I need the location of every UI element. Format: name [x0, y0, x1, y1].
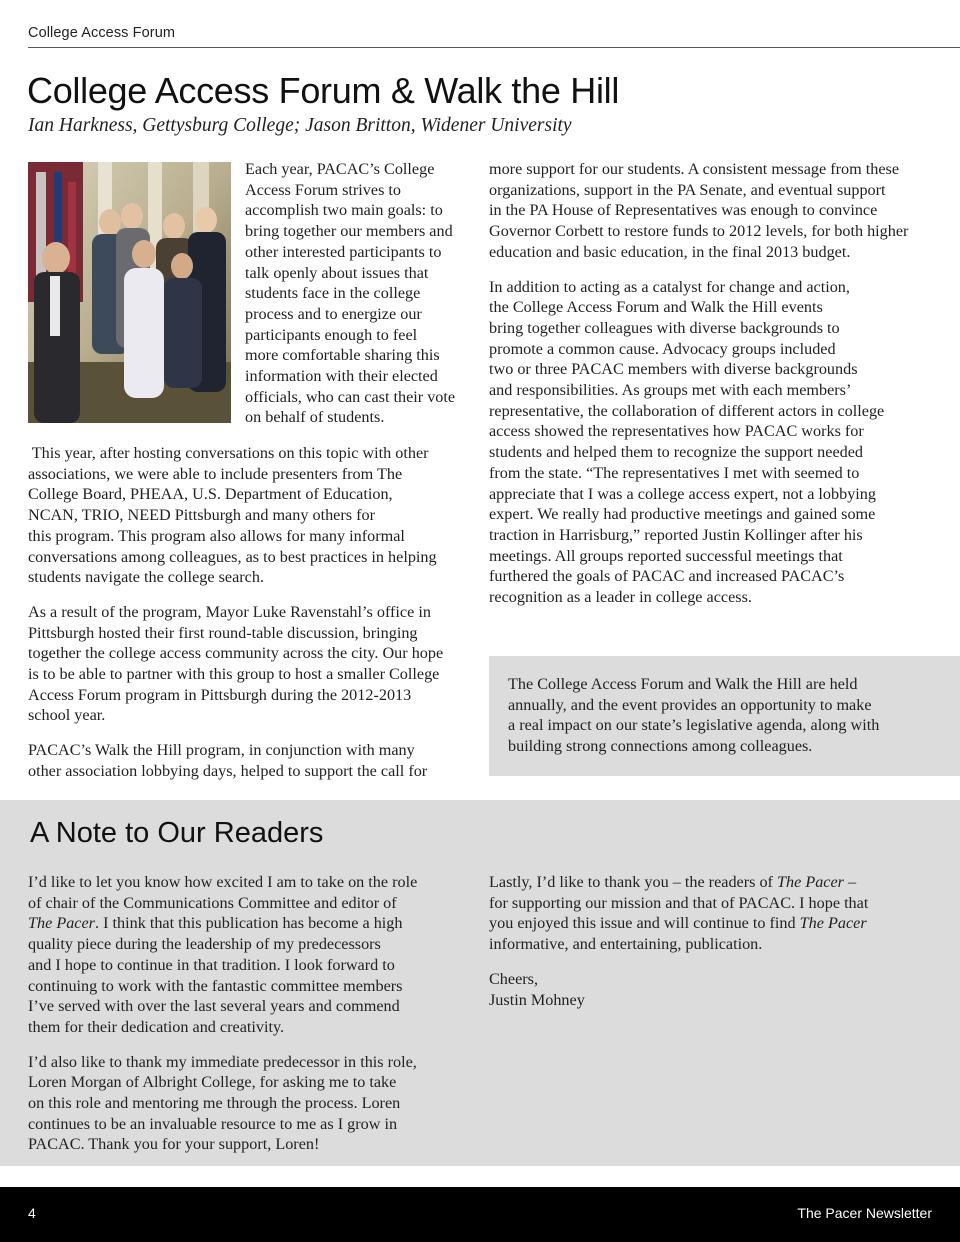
text-line: two or three PACAC members with diverse backgrounds [489, 360, 858, 379]
intro-line: more comfortable sharing this [245, 346, 440, 365]
readers-note-title: A Note to Our Readers [30, 817, 324, 849]
intro-line: students face in the college [245, 284, 421, 303]
text-line: As a result of the program, Mayor Luke Ravenstahl’s office in [28, 602, 431, 621]
text-line: associations, we were able to include presenters from The [28, 464, 403, 483]
text-line: In addition to acting as a catalyst for change and action, [489, 277, 850, 296]
text-line: and responsibilities. As groups met with each members’ [489, 381, 852, 400]
readers-left-column [28, 872, 417, 1169]
text-line: Governor Corbett to restore funds to 2012 levels, for both higher [489, 222, 909, 241]
paragraph [489, 159, 908, 263]
paragraph [28, 872, 417, 1038]
text-line: recognition as a leader in college access. [489, 588, 752, 607]
text-line: PACAC’s Walk the Hill program, in conjunction with many [28, 741, 415, 760]
header-label: College Access Forum [28, 25, 176, 41]
text-line: conversations among colleagues, as to best practices in helping [28, 547, 437, 566]
text-line: them for their dedication and creativity. [28, 1017, 285, 1036]
text-line: students and helped them to recognize the support needed [489, 443, 863, 462]
text-line: representative, the collaboration of different actors in college [489, 401, 885, 420]
paragraph [28, 1052, 417, 1156]
page-footer [0, 1187, 960, 1242]
right-column-text [489, 159, 908, 622]
paragraph [489, 872, 868, 955]
paragraph [489, 277, 908, 608]
text-line: for supporting our mission and that of PACAC. I hope that [489, 893, 869, 912]
closing-block [489, 969, 868, 1010]
text-line: furthered the goals of PACAC and increased PACAC’s [489, 567, 845, 586]
article-byline: Ian Harkness, Gettysburg College; Jason Britton, Widener University [28, 115, 572, 136]
publication-name: The Pacer [28, 914, 95, 933]
text-line: in the PA House of Representatives was enough to convince [489, 201, 878, 220]
intro-line: information with their elected [245, 367, 438, 386]
text-line: This year, after hosting conversations on this topic with other [28, 444, 429, 462]
newsletter-name: The Pacer Newsletter [797, 1205, 932, 1221]
text-line: more support for our students. A consistent message from these [489, 160, 900, 178]
paragraph [28, 740, 443, 781]
text-line: I’d also like to thank my immediate predecessor in this role, [28, 1052, 417, 1071]
article-title: College Access Forum & Walk the Hill [27, 70, 620, 111]
intro-line: Access Forum strives to [245, 180, 402, 199]
publication-name: The Pacer [799, 914, 867, 933]
text-line: promote a common cause. Advocacy groups included [489, 339, 836, 358]
text-line: on this role and mentoring me through the process. Loren [28, 1094, 401, 1113]
text-line: I’ve served with over the last several years and commend [28, 997, 400, 1016]
callout-line: building strong connections among colleagues. [508, 737, 813, 756]
publication-name: The Pacer [777, 873, 844, 891]
text-line: students navigate the college search. [28, 568, 264, 587]
text-line: continues to be an invaluable resource to me as I grow in [28, 1114, 398, 1133]
paragraph [28, 443, 443, 588]
text-line: and I hope to continue in that tradition. I look forward to [28, 955, 395, 974]
intro-line: bring together our members and [245, 222, 453, 241]
running-header [28, 24, 960, 48]
text-line: I’d like to let you know how excited I am to take on the role [28, 873, 418, 891]
text-line: quality piece during the leadership of my predecessors [28, 935, 381, 954]
text-line: Loren Morgan of Albright College, for asking me to take [28, 1073, 397, 1092]
text-line: education and basic education, in the final 2013 budget. [489, 242, 851, 261]
text-line: The Pacer. I think that this publication has become a high [28, 914, 403, 933]
text-line: informative, and entertaining, publication. [489, 935, 763, 954]
intro-line: on behalf of students. [245, 408, 385, 427]
text-line: PACAC. Thank you for your support, Loren! [28, 1135, 320, 1154]
text-line: of chair of the Communications Committee and editor of [28, 893, 397, 912]
text-line: this program. This program also allows for many informal [28, 526, 405, 545]
text-line: appreciate that I was a college access expert, not a lobbying [489, 484, 876, 503]
signature: Justin Mohney [489, 990, 585, 1009]
intro-line: Each year, PACAC’s College [245, 160, 435, 178]
callout-line: The College Access Forum and Walk the Hill are held [508, 675, 858, 693]
closing: Cheers, [489, 969, 538, 988]
readers-right-column [489, 872, 868, 1024]
intro-line: officials, who can cast their vote [245, 387, 456, 406]
text-line: together the college access community across the city. Our hope [28, 644, 444, 663]
group-photo-illustration [28, 162, 231, 423]
text-line: other association lobbying days, helped to support the call for [28, 761, 428, 780]
text-line: continuing to work with the fantastic committee members [28, 976, 403, 995]
text-line: school year. [28, 706, 106, 725]
group-photo [28, 162, 231, 423]
text-line: College Board, PHEAA, U.S. Department of Education, [28, 485, 393, 504]
intro-line: process and to energize our [245, 304, 422, 323]
text-line: bring together colleagues with diverse backgrounds to [489, 318, 840, 337]
text-line: from the state. “The representatives I met with seemed to [489, 463, 860, 482]
text-line: Lastly, I’d like to thank you – the readers of The Pacer – [489, 873, 857, 891]
intro-text [245, 159, 455, 428]
intro-line: talk openly about issues that [245, 263, 429, 282]
intro-line: participants enough to feel [245, 325, 418, 344]
text-line: Access Forum program in Pittsburgh during the 2012-2013 [28, 685, 412, 704]
text-line: you enjoyed this issue and will continue to find The Pacer [489, 914, 867, 933]
text-line: the College Access Forum and Walk the Hill events [489, 298, 823, 317]
text-line: NCAN, TRIO, NEED Pittsburgh and many others for [28, 506, 375, 525]
pull-quote-callout [489, 656, 960, 776]
intro-line: accomplish two main goals: to [245, 201, 443, 220]
text-line: access showed the representatives how PACAC works for [489, 422, 864, 441]
text-line: is to be able to partner with this group to host a smaller College [28, 665, 440, 684]
left-column-text [28, 443, 443, 796]
text-line: organizations, support in the PA Senate, and eventual support [489, 180, 886, 199]
paragraph [28, 602, 443, 726]
text-line: traction in Harrisburg,” reported Justin Kollinger after his [489, 525, 863, 544]
callout-line: a real impact on our state’s legislative agenda, along with [508, 716, 880, 735]
page-number: 4 [28, 1205, 36, 1221]
readers-note-section [0, 800, 960, 1166]
text-line: Pittsburgh hosted their first round-table discussion, bringing [28, 623, 418, 642]
callout-line: annually, and the event provides an opportunity to make [508, 695, 872, 714]
text-line: meetings. All groups reported successful meetings that [489, 546, 843, 565]
text-line: expert. We really had productive meetings and gained some [489, 505, 876, 524]
intro-line: other interested participants to [245, 242, 442, 261]
